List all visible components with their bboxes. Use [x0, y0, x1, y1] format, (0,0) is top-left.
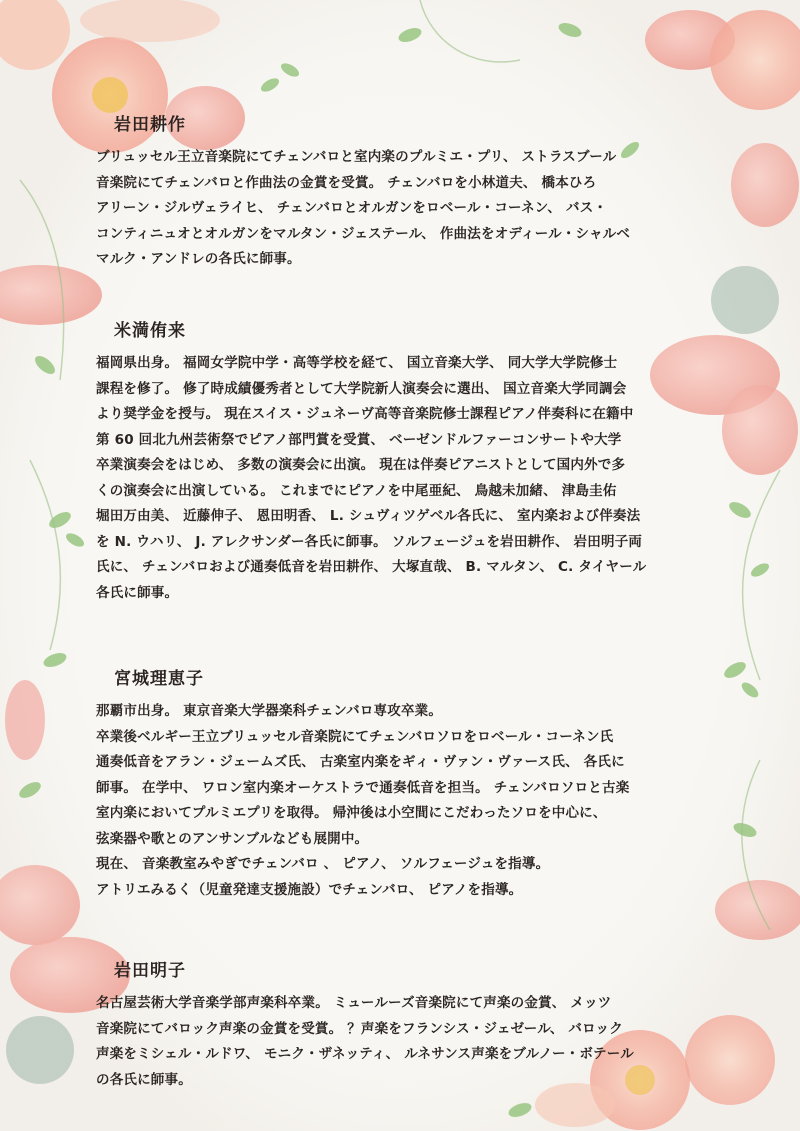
bio-line: コンティニュオとオルガンをマルタン・ジェステール、 作曲法をオディール・シャルベ [96, 225, 631, 242]
bio-iwata-akiko [96, 959, 634, 1093]
bio-iwata-kosaku [96, 113, 630, 273]
bio-line: 音楽院にてバロック声楽の金賞を受賞。 ？声楽をフランシス・ジェゼール、 バロック [96, 1020, 623, 1037]
bio-name: 岩田明子 [114, 961, 186, 981]
bio-line: ブリュッセル王立音楽院にてチェンバロと室内楽のプルミエ・プリ、 ストラスブール [96, 149, 617, 165]
bio-line: アトリエみるく（児童発達支援施設）でチェンバロ、 ピアノを指導。 [96, 881, 523, 898]
bio-line: 室内楽においてプルミエプリを取得。 帰沖後は小空間にこだわったソロを中心に、 [96, 805, 607, 821]
bio-line: アリーン・ジルヴェライヒ、 チェンバロとオルガンをロベール・コーネン、 バス・ [96, 200, 608, 216]
bio-yonemitsu-yura [96, 319, 646, 606]
bio-line: 福岡県出身。 福岡女学院中学・高等学校を経て、 国立音楽大学、 同大学大学院修士 [96, 355, 618, 371]
bio-name: 米満侑来 [114, 321, 186, 341]
bio-line: 音楽院にてチェンバロと作曲法の金賞を受賞。 チェンバロを小林道夫、 橋本ひろ [96, 174, 597, 191]
bio-line: 各氏に師事。 [96, 584, 179, 601]
bio-line: 堀田万由美、 近藤伸子、 恩田明香、 L. シュヴィツゲベル各氏に、 室内楽および伴奏法 [96, 508, 641, 524]
bio-line: マルク・アンドレの各氏に師事。 [96, 251, 301, 267]
bio-line: 師事。 在学中、 ワロン室内楽オーケストラで通奏低音を担当。 チェンバロソロと古楽 [96, 779, 630, 796]
bio-line: 弦楽器や歌とのアンサンブルなども展開中。 [96, 830, 369, 847]
bio-line: 通奏低音をアラン・ジェームズ氏、 古楽室内楽をギィ・ヴァン・ヴァース氏、 各氏に [96, 754, 625, 770]
bio-line: の各氏に師事。 [96, 1071, 192, 1088]
bio-name: 岩田耕作 [114, 115, 186, 135]
bio-miyagi-rieko [96, 667, 629, 903]
bio-name: 宮城理恵子 [114, 669, 204, 689]
bio-line: 声楽をミシェル・ルドワ、 モニク・ザネッティ、 ルネサンス声楽をブルノー・ボテール [96, 1046, 634, 1062]
bio-line: くの演奏会に出演している。 これまでにピアノを中尾亜紀、 鳥越未加緒、 津島圭佑 [96, 482, 617, 499]
bio-line: より奨学金を授与。 現在スイス・ジュネーヴ高等音楽院修士課程ピアノ伴奏科に在籍中 [96, 406, 634, 422]
bio-line: 卒業後ベルギー王立ブリュッセル音楽院にてチェンバロソロをロベール・コーネン氏 [96, 728, 614, 745]
bio-line: 課程を修了。 修了時成績優秀者として大学院新人演奏会に選出、 国立音楽大学同調会 [96, 380, 627, 397]
bio-line: 現在、 音楽教室みやぎでチェンバロ 、 ピアノ、 ソルフェージュを指導。 [96, 856, 550, 872]
bio-line: を N. ウハリ、 J. アレクサンダー各氏に師事。 ソルフェージュを岩田耕作、 岩田明子両 [96, 533, 643, 550]
bio-line: 那覇市出身。 東京音楽大学器楽科チェンバロ専攻卒業。 [96, 703, 443, 719]
bio-line: 氏に、 チェンバロおよび通奏低音を岩田耕作、 大塚直哉、 B. マルタン、 C. タイヤール [96, 559, 647, 575]
bio-line: 名古屋芸術大学音楽学部声楽科卒業。 ミュールーズ音楽院にて声楽の金賞、 メッツ [96, 995, 612, 1011]
bio-line: 第 60 回北九州芸術祭でピアノ部門賞を受賞、 ベーゼンドルファーコンサートや大学 [96, 431, 622, 448]
bio-line: 卒業演奏会をはじめ、 多数の演奏会に出演。 現在は伴奏ピアニストとして国内外で多 [96, 457, 626, 473]
